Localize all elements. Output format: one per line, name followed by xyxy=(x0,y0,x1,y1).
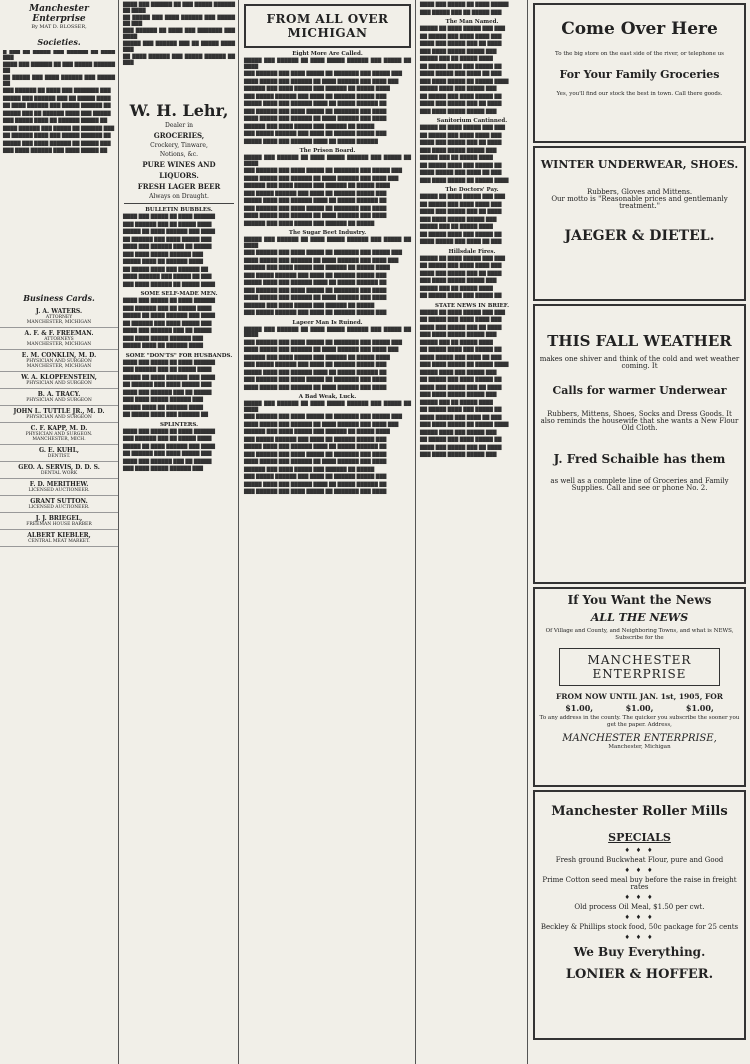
business-card xyxy=(0,306,118,328)
card-name: E. M. CONKLIN, M. D. xyxy=(21,352,97,359)
ad-subtitle: ALL THE NEWS xyxy=(590,611,689,624)
ad-firm: J. Fred Schaible has them xyxy=(553,452,726,466)
business-card xyxy=(0,350,118,372)
ad-item: FRESH LAGER BEER xyxy=(137,182,221,191)
ad-subscribe xyxy=(533,587,746,787)
masthead xyxy=(0,0,118,34)
divider: ♦ ♦ ♦ xyxy=(624,847,655,854)
section-headline: FROM ALL OVER MICHIGAN xyxy=(244,4,411,48)
business-card xyxy=(0,530,118,547)
ad-fall-weather xyxy=(533,304,746,584)
card-role: DENTAL WORK xyxy=(40,471,78,476)
divider: ♦ ♦ ♦ xyxy=(624,914,655,921)
card-name: C. F. KAPP, M. D. xyxy=(30,425,88,432)
ad-item: Notions, &c. xyxy=(159,151,199,158)
ad-item: GROCERIES, xyxy=(153,131,205,140)
section-heading: SPLINTERS. xyxy=(159,421,199,428)
business-card xyxy=(0,445,118,462)
ad-come-over-here xyxy=(533,3,746,143)
ad-town: Manchester, Michigan xyxy=(608,744,671,750)
card-name: J. A. WATERS. xyxy=(35,308,83,315)
business-card xyxy=(0,389,118,406)
price: $1.00, xyxy=(625,703,654,713)
paper-name: MANCHESTER xyxy=(587,653,692,667)
divider: ♦ ♦ ♦ xyxy=(624,867,655,874)
card-place: MANCHESTER, MICHIGAN xyxy=(26,320,92,325)
paper-name-box xyxy=(559,648,720,686)
paper-name: ENTERPRISE xyxy=(592,667,687,681)
ad-text: makes one shiver and think of the cold and wet weather coming. It xyxy=(539,355,740,370)
ad-text: Subscribe for the xyxy=(615,635,664,641)
card-role: PHYSICIAN AND SURGEON xyxy=(26,415,92,420)
dealer-in: Dealer in xyxy=(165,122,193,129)
ad-title: THIS FALL WEATHER xyxy=(547,332,732,350)
news-articles: Eight More Are Called. █████ ███ ██████ ██ ████ █████ ██████ ███ █████ ██ ████ ███ ██████ ███ ████ █████ ██ ███████ ███ █████ ███ ████ █████ ███ ██████ ██ ████ ██████ ███ ████ ███ ██████ ███ ████ █████ ███ ██████ ██ █████ ████ ███ █████ ██████ ███ ████ ██ ██████ █████ ███ █████ ████ ███ ██████ ████ ██ █████ ██████ ██ ███ ██████ ███ ████ █████ ██ ███████ ███ ████ ████ █████ ███ ██████ ██ ████ ██████ ███ ████ ██████ ███ ████ █████ ███ ██████ ██ █████ ███ █████ ██████ ███ ████ ██ ██████ █████ ███ █████ ████ ███ ██████ ████ ██ █████ ██████ The Prison Board. █████ ███ ██████ ██ ████ █████ ██████ ███ █████ ██ ████ ███ ██████ ███ ████ █████ ██ ███████ ███ █████ ███ ████ █████ ███ ██████ ██ ████ ██████ ███ ████ ███ ██████ ███ ████ █████ ███ ██████ ██ █████ ████ ███ █████ ██████ ███ ████ ██ ██████ █████ ███ █████ ████ ███ ██████ ████ ██ █████ ██████ ██ ███ ██████ ███ ████ █████ ██ ███████ ███ ████ ████ █████ ███ ██████ ██ ████ ██████ ███ ████ ██████ ███ ████ █████ ███ ██████ ██ █████ The Sugar Beet Industry. █████ ███ ██████ ██ ████ █████ ██████ ███ █████ ██ ████ ███ ██████ ███ ████ █████ ██ ███████ ███ █████ ███ ████ █████ ███ ██████ ██ ████ ██████ ███ ████ ███ ██████ ███ ████ █████ ███ ██████ ██ █████ ████ ███ █████ ██████ ███ ████ ██ ██████ █████ ███ █████ ████ ███ ██████ ████ ██ █████ ██████ ██ ███ ██████ ███ ████ █████ ██ ███████ ███ ████ ████ █████ ███ ██████ ██ ████ ██████ ███ ████ ██████ ███ ████ █████ ███ ██████ ██ █████ ███ █████ ██████ ███ ████ ██ ██████ █████ ███ Lapeer Man Is Ruined. █████ ███ ██████ ██ ████ █████ ██████ ███ █████ ██ ████ ███ ██████ ███ ████ █████ ██ ███████ ███ █████ ███ ████ █████ ███ ██████ ██ ████ ██████ ███ ████ ███ ██████ ███ ████ █████ ███ ██████ ██ █████ ████ ███ █████ ██████ ███ ████ ██ ██████ █████ ███ █████ ████ ███ ██████ ████ ██ █████ ██████ ██ ███ ██████ ███ ████ █████ ██ ███████ ███ ████ ████ █████ ███ ██████ ██ ████ ██████ ███ ████ A Bad Weak, Luck. █████ ███ ██████ ██ ████ █████ ██████ ███ █████ ██ ████ ███ ██████ ███ ████ █████ ██ ███████ ███ █████ ███ ████ █████ ███ ██████ ██ ████ ██████ ███ ████ ███ ██████ ███ ████ █████ ███ ██████ ██ █████ ████ ███ █████ ██████ ███ ████ ██ ██████ █████ ███ █████ ████ ███ ██████ ████ ██ █████ ██████ ██ ███ ██████ ███ ████ █████ ██ ███████ ███ ████ ████ █████ ███ ██████ ██ ████ ██████ ███ ████ ██████ ███ ████ █████ ███ ██████ ██ █████ ███ █████ ██████ ███ ████ ██ ██████ █████ ███ █████ ████ ███ ██████ ████ ██ █████ ██████ ██ ███ ██████ ███ ████ █████ ██ ███████ ███ ████ xyxy=(244,51,411,495)
card-role: FREEMAN HOUSE BARBER xyxy=(26,522,92,527)
ad-text: Yes, you'll find our stock the best in town. Call there goods. xyxy=(556,91,723,97)
ad-title: If You Want the News xyxy=(567,593,712,607)
ad-firm: LONIER & HOFFER. xyxy=(565,967,714,982)
news-briefs: ████ ███ █████ ██ ████ █████ ███ █████ ███ ██ █████ ███ The Man Named. █████ ██ ████ █████ ███ ███ ██ █████ ███ ████ ████ ███ ████ ███ █████ ███ ██ ████ ███ ████ █████ █████ ███ █████ ███ ██ █████ ████ ██ █████ ████ ███ █████ ██ ████ █████ ███ ████ ██ ███ ███ ████ █████ ██ █████ ████ █████ ████ ███ █████ ███ ██ █████ ███ ████ █████ ██ ████ ███ █████ ███ ██ ████ ███ ████ █████ █████ ███ Sanitorium Cantinned. █████ ██ ████ █████ ███ ███ ██ █████ ███ ████ ████ ███ ████ ███ █████ ███ ██ ████ ███ ████ █████ █████ ███ █████ ███ ██ █████ ████ ██ █████ ████ ███ █████ ██ ████ █████ ███ ████ ██ ███ ███ ████ █████ ██ █████ ████ The Doctors' Pay. █████ ██ ████ █████ ███ ███ ██ █████ ███ ████ ████ ███ ████ ███ █████ ███ ██ ████ ███ ████ █████ █████ ███ █████ ███ ██ █████ ████ ██ █████ ████ ███ █████ ██ ████ █████ ███ ████ ██ ███ Hillsdale Fires. █████ ██ ████ █████ ███ ███ ██ █████ ███ ████ ████ ███ ████ ███ █████ ███ ██ ████ ███ ████ █████ █████ ███ █████ ███ ██ █████ ████ ██ █████ ████ ███ █████ ██ STATE NEWS IN BRIEF. █████ ██ ████ █████ ███ ███ ██ █████ ███ ████ ████ ███ ████ ███ █████ ███ ██ ████ ███ ████ █████ █████ ███ █████ ███ ██ █████ ████ ██ █████ ████ ███ █████ ██ ████ █████ ███ ████ ██ ███ ███ ████ █████ ██ █████ ████ █████ ████ ███ █████ ███ ██ █████ ███ ████ █████ ██ ████ ███ █████ ███ ██ ████ ███ ████ █████ █████ ███ █████ ███ ██ █████ ████ ██ █████ ████ ███ █████ ██ ████ █████ ███ ████ ██ ███ ███ ████ █████ ██ █████ ████ █████ ████ ███ █████ ███ ██ █████ ███ ████ █████ ██ ████ ███ █████ ███ ██ ████ ███ ████ █████ █████ ███ xyxy=(417,0,527,464)
article-heading: STATE NEWS IN BRIEF. xyxy=(435,302,509,309)
article-heading: Lapeer Man Is Ruined. xyxy=(292,319,363,326)
societies-heading: Societies. xyxy=(37,37,81,47)
section-heading: BULLETIN BUBBLES. xyxy=(145,207,213,213)
ad-firm: JAEGER & DIETEL. xyxy=(564,228,715,244)
card-role: LICENSED AUCTIONEER. xyxy=(28,488,90,493)
ad-text: Rubbers, Mittens, Shoes, Socks and Dress Goods. It also reminds the housewife that she wants a New Flour Old Cloth. xyxy=(540,410,739,432)
card-role: PHYSICIAN AND SURGEON xyxy=(26,398,92,403)
price: $1.00, xyxy=(685,703,714,713)
ad-title: Manchester Roller Mills xyxy=(551,804,728,819)
card-role: PHYSICIAN AND SURGEON xyxy=(26,381,92,386)
ad-roller-mills xyxy=(533,790,746,1040)
card-place: MANCHESTER, MICHIGAN xyxy=(26,342,92,347)
special-item: Prime Cotton seed meal buy before the raise in freight rates xyxy=(542,876,737,891)
article-heading: The Man Named. xyxy=(445,19,499,25)
article-heading: A Bad Weak, Luck. xyxy=(298,394,357,400)
masthead-title: Manchester Enterprise xyxy=(29,4,89,24)
special-item: Beckley & Phillips stock food, 50c package for 25 cents xyxy=(540,923,739,931)
section-heading: SOME SELF-MADE MEN. xyxy=(140,291,218,297)
ad-subtitle: SPECIALS xyxy=(608,831,671,844)
card-name: JOHN L. TUTTLE JR., M. D. xyxy=(13,408,105,415)
column-advertisements xyxy=(529,0,750,1064)
business-card xyxy=(0,462,118,479)
card-name: J. J. BRIEGEL, xyxy=(35,515,83,522)
price-row xyxy=(549,703,730,713)
bulletin-section: BULLETIN BUBBLES. ████ ███ █████ ██ ████ ██████ ███ ██████ ███ ██ █████ ████ █████ ██ ████ ██████ ███ ████ ██ ██████ ███ ████ █████ ███ ████ ███ ██████ ███ ██ █████ ███ ████ █████ ██████ ███ █████ ████ ██ ██████ ████ ██ █████ ████ ███ ██████ ██ ████ ██████ ███ █████ ██ ███ ███ ████ ██████ ██ █████ ████ SOME SELF-MADE MEN. ████ ███ █████ ██ ████ ██████ ███ ██████ ███ ██ █████ ████ █████ ██ ████ ██████ ███ ████ ██ ██████ ███ ████ █████ ███ ████ ███ ██████ ███ ██ █████ ███ ████ █████ ██████ ███ █████ ████ ██ ██████ ████ SOME "DON'TS" FOR HUSBANDS. ████ ███ █████ ██ ████ ██████ ███ ██████ ███ ██ █████ ████ █████ ██ ████ ██████ ███ ████ ██ ██████ ███ ████ █████ ███ ████ ███ ██████ ███ ██ █████ ███ ████ █████ ██████ ███ █████ ████ ██ ██████ ████ ██ █████ ████ ███ ██████ ██ SPLINTERS. ████ ███ █████ ██ ████ ██████ ███ ██████ ███ ██ █████ ████ █████ ██ ████ ██████ ███ ████ ██ ██████ ███ ████ █████ ███ ████ ███ ██████ ███ ██ █████ ███ ████ █████ ██████ ███ xyxy=(120,207,238,473)
business-card xyxy=(0,423,118,445)
card-place: MANCHESTER, MICH. xyxy=(32,437,86,442)
business-card xyxy=(0,513,118,530)
card-name: GEO. A. SERVIS, D. D. S. xyxy=(18,464,100,471)
ad-offer: FROM NOW UNTIL JAN. 1st, 1905, FOR xyxy=(555,692,724,701)
business-card xyxy=(0,372,118,389)
dealer-name: W. H. Lehr, xyxy=(129,101,229,120)
column-rule xyxy=(238,0,239,1064)
ad-item: Always on Draught. xyxy=(149,193,209,200)
column-rule xyxy=(118,0,119,1064)
card-name: B. A. TRACY. xyxy=(37,391,81,398)
article-heading: The Doctors' Pay. xyxy=(445,187,499,193)
masthead-byline: By MAT D. BLOSSER, xyxy=(31,24,87,30)
card-name: A. F. & F. FREEMAN. xyxy=(24,330,94,337)
article-heading: Hillsdale Fires. xyxy=(448,248,496,255)
column-michigan-news xyxy=(240,0,415,1064)
ad-subtitle: For Your Family Groceries xyxy=(559,68,720,81)
column-directory xyxy=(0,0,118,1064)
card-name: F. D. MERITHEW. xyxy=(29,481,89,488)
ad-text: To the big store on the east side of the river, or telephone us xyxy=(555,51,724,57)
column-news-briefs xyxy=(417,0,527,1064)
societies-listing: █ ███ ██ █████ ███ ██████ ██ ████ ███ ████ ███ ██████ ██ ███ █████ ██████ ██ ██ █████ ███ ████ ██████ ███ █████ ██ ███ ██████ ██ ████ ███ ███████ ███ █████ ███ ██████ ███ ██ █████ ████ ██ ████ ██████ ███ █████ ██████ ██ █████ ███ ██ ██████ ████ ███ █████ ███ █████ ████ ██ ██████ █████ ██ ████ ██████ ███ █████ ██ ██████ ███ ██ ██████ ████ ███ █████ ██████ ██ █████ ███ ████ ██████ ██ █████ ███ ███ ████ ██████ ███ ████ █████ ██ xyxy=(3,50,115,154)
column-rule xyxy=(527,0,528,1064)
ad-item: PURE WINES AND xyxy=(142,160,216,169)
card-name: W. A. KLOPFENSTEIN, xyxy=(21,374,97,381)
card-role: PHYSICIAN AND SURGEON xyxy=(26,359,92,364)
business-card xyxy=(0,496,118,513)
card-role: ATTORNEYS xyxy=(44,337,74,342)
article-heading: The Prison Board. xyxy=(299,148,356,154)
business-cards-heading: Business Cards. xyxy=(23,293,95,303)
article-heading: Eight More Are Called. xyxy=(292,51,363,57)
card-role: CENTRAL MEAT MARKET. xyxy=(28,539,90,544)
article-heading: Sanitorium Cantinned. xyxy=(436,118,508,124)
ad-address: MANCHESTER ENTERPRISE, xyxy=(562,733,717,744)
business-card xyxy=(0,406,118,423)
divider: ♦ ♦ ♦ xyxy=(624,894,655,901)
ad-item: LIQUORS. xyxy=(159,171,199,180)
ad-slogan: We Buy Everything. xyxy=(573,945,706,959)
special-item: Fresh ground Buckwheat Flour, pure and Good xyxy=(555,856,724,864)
article-heading: The Sugar Beet Industry. xyxy=(288,230,367,236)
card-role: PHYSICIAN AND SURGEON. xyxy=(25,432,93,437)
ad-text: Our motto is "Reasonable prices and gentlemanly treatment." xyxy=(551,195,728,210)
divider: ♦ ♦ ♦ xyxy=(624,934,655,941)
column-rule xyxy=(415,0,416,1064)
ad-item: Crockery, Tinware, xyxy=(150,142,208,149)
divider xyxy=(124,203,234,204)
ad-title: Come Over Here xyxy=(561,19,718,39)
card-place: MANCHESTER, MICHIGAN xyxy=(26,364,92,369)
special-item: Old process Oil Meal, $1.50 per cwt. xyxy=(574,903,705,911)
card-name: ALBERT KIEBLER, xyxy=(27,532,91,539)
ad-jaeger-dietel xyxy=(533,146,746,301)
ad-text: as well as a complete line of Groceries and Family Supplies. Call and see or phone No. 2. xyxy=(550,477,729,492)
price: $1.00, xyxy=(565,703,594,713)
business-card xyxy=(0,328,118,350)
ad-subtitle: Calls for warmer Underwear xyxy=(552,384,727,397)
card-role: LICENSED AUCTIONEER. xyxy=(28,505,90,510)
ad-text: Rubbers, Gloves and Mittens. xyxy=(586,188,693,196)
ad-text: Of Village and County, and Neighboring Towns, and what is NEWS, xyxy=(545,628,734,634)
article-text: ████ ███ ██████ ██ ███ █████ ██████ ██ ████ ██ █████ ███ ████ ██████ ███ █████ ██ ███ ███ ██████ ██ ████ ███ ███████ ███ ████ █████ ███ ██████ ███ ██ █████ ████ ███ ██ ████ ██████ ███ █████ ██████ ██ ███ xyxy=(123,3,235,66)
section-heading: SOME "DON'TS" FOR HUSBANDS. xyxy=(125,352,233,359)
business-cards xyxy=(0,293,118,547)
card-name: GRANT SUTTON. xyxy=(30,498,88,505)
card-name: G. E. KUHL, xyxy=(38,447,80,454)
card-role: DENTIST. xyxy=(47,454,71,459)
ad-title: WINTER UNDERWEAR, SHOES. xyxy=(540,158,739,171)
business-card xyxy=(0,479,118,496)
column-lehr xyxy=(120,0,238,1064)
ad-text: To any address in the county. The quicker you subscribe the sooner you get the paper. Address, xyxy=(539,715,740,728)
card-role: ATTORNEY xyxy=(45,315,73,320)
